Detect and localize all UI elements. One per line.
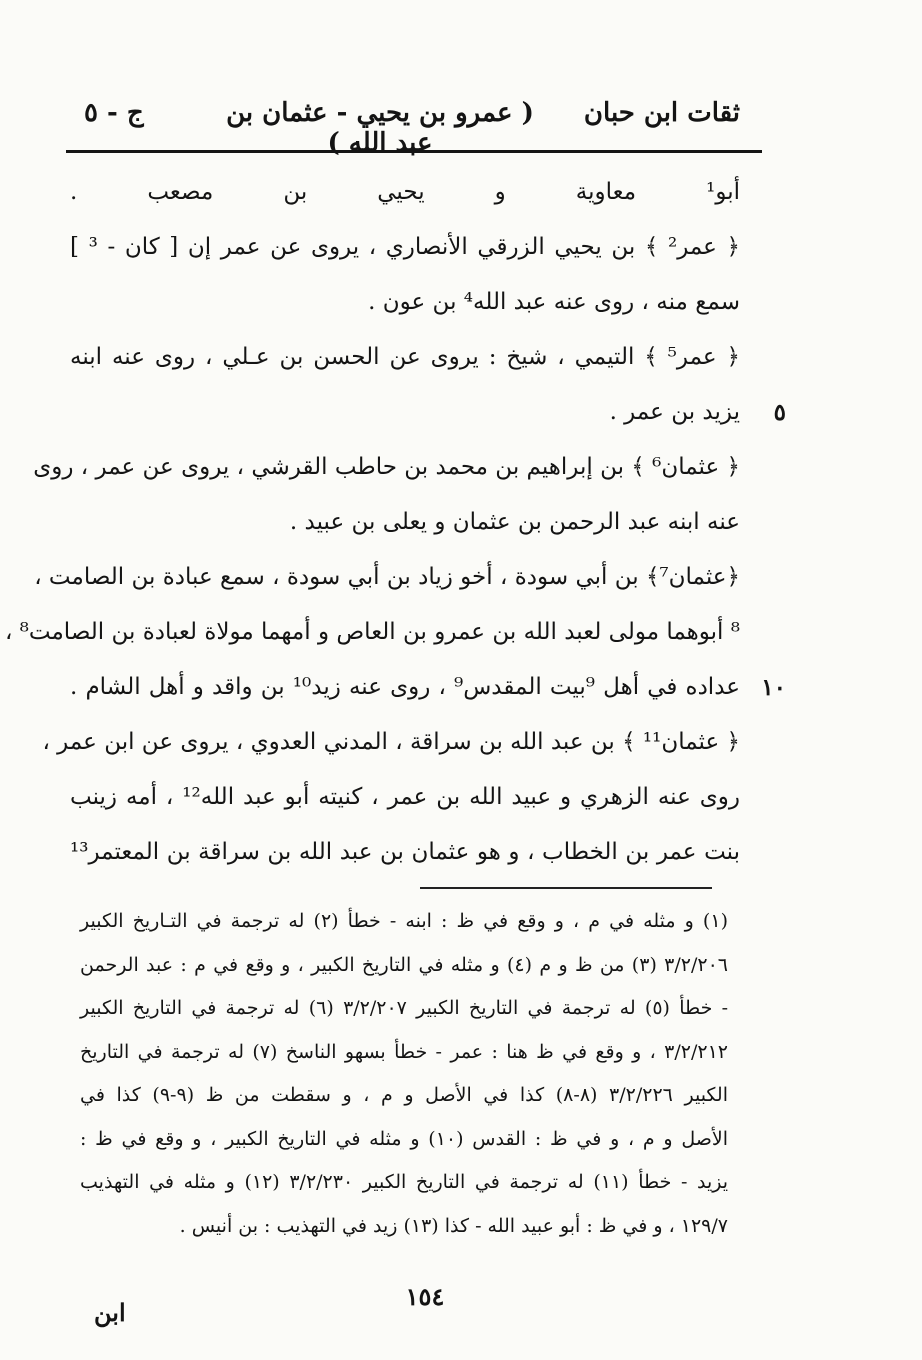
page-number: ١٥٤ bbox=[405, 1282, 445, 1311]
text-line bbox=[4, 605, 740, 660]
main-text bbox=[4, 165, 786, 880]
header-book-title: ثقات ابن حبان bbox=[583, 98, 740, 128]
text-line bbox=[70, 165, 740, 220]
footnote-line: ١٢٩/٧ ، و في ظ : أبو عبيد الله - كذا (١٣) زيد في التهذيب : بن أنيس . bbox=[179, 1214, 728, 1237]
footnote-line: - خطأ (٥) له ترجمة في التاريخ الكبير ٣/٢/٢٠٧ (٦) له ترجمة في التاريخ الكبير bbox=[80, 997, 729, 1019]
line-number: ٥ bbox=[773, 399, 786, 426]
text-line bbox=[70, 825, 740, 880]
footnote-separator bbox=[420, 887, 712, 889]
header-volume: ج - ٥ bbox=[84, 98, 144, 128]
line-number: ١٠ bbox=[761, 674, 786, 701]
line-text: عنه ابنه عبد الرحمن بن عثمان و يعلى بن عبيد . bbox=[289, 509, 740, 535]
line-text: ⁸ أبوهما مولى لعبد الله بن عمرو بن العاص و أمهما مولاة لعبادة بن الصامت⁸ ، bbox=[4, 619, 740, 645]
line-text: يزيد بن عمر . bbox=[609, 399, 740, 425]
text-line bbox=[33, 440, 740, 495]
line-text: ﴿ عمر⁵ ﴾ التيمي ، شيخ : يروى عن الحسن بن عـلي ، روى عنه ابنه bbox=[70, 344, 740, 370]
line-text: ﴿ عمر² ﴾ بن يحيي الزرقي الأنصاري ، يروى عن عمر إن [ كان - ³ ] bbox=[70, 234, 740, 260]
text-line bbox=[34, 550, 740, 605]
text-line bbox=[70, 275, 740, 330]
line-text: سمع منه ، روى عنه عبد الله⁴ بن عون . bbox=[368, 289, 740, 315]
text-line bbox=[70, 220, 740, 275]
footnote-line: يزيد - خطأ (١١) له ترجمة في التاريخ الكبير ٣/٢/٢٣٠ (١٢) و مثله في التهذيب bbox=[80, 1171, 729, 1193]
text-line bbox=[70, 770, 740, 825]
text-line bbox=[70, 385, 786, 440]
line-text: ﴿ عثمان¹¹ ﴾ بن عبد الله بن سراقة ، المدني العدوي ، يروى عن ابن عمر ، bbox=[42, 729, 740, 755]
running-header bbox=[70, 98, 740, 158]
footnote-line: الأصل و م ، و في ظ : القدس (١٠) و مثله في التاريخ الكبير ، و وقع في ظ : bbox=[80, 1127, 729, 1150]
header-rule bbox=[66, 150, 762, 153]
text-line bbox=[70, 495, 740, 550]
footnote-line: ٣/٢/٢٠٦ (٣) من ظ و م (٤) و مثله في التاريخ الكبير ، و وقع في م : عبد الرحمن bbox=[80, 953, 728, 976]
text-line bbox=[70, 660, 786, 715]
line-text: أبو¹ معاوية و يحيي بن مصعب . bbox=[70, 179, 740, 205]
line-text: عداده في أهل ⁹بيت المقدس⁹ ، روى عنه زيد¹⁰ بن واقد و أهل الشام . bbox=[70, 674, 740, 700]
line-text: روى عنه الزهري و عبيد الله بن عمر ، كنيته أبو عبد الله¹² ، أمه زينب bbox=[70, 784, 740, 810]
text-line bbox=[42, 715, 740, 770]
footnotes bbox=[80, 900, 728, 1248]
footnote-line: ٣/٢/٢١٢ ، و وقع في ظ هنا : عمر - خطأ بسهو الناسخ (٧) له ترجمة في التاريخ bbox=[80, 1040, 728, 1063]
footnote-line: (١) و مثله في م ، و وقع في ظ : ابنه - خطأ (٢) له ترجمة في التـاريخ الكبير bbox=[80, 910, 728, 932]
text-line bbox=[70, 330, 740, 385]
header-section-range: ( عمرو بن يحيي - عثمان بن عبد الله ) bbox=[226, 98, 534, 158]
line-text: ﴿عثمان⁷﴾ بن أبي سودة ، أخو زياد بن أبي سودة ، سمع عبادة بن الصامت ، bbox=[34, 564, 740, 590]
line-text: بنت عمر بن الخطاب ، و هو عثمان بن عبد الله بن سراقة بن المعتمر¹³ bbox=[70, 839, 740, 865]
line-text: ﴿ عثمان⁶ ﴾ بن إبراهيم بن محمد بن حاطب القرشي ، يروى عن عمر ، روى bbox=[33, 454, 740, 480]
catchword: ابن bbox=[94, 1298, 126, 1327]
footnote-line: الكبير ٣/٢/٢٢٦ (٨-٨) كذا في الأصل و م ، و سقطت من ظ (٩-٩) كذا في bbox=[80, 1084, 728, 1106]
